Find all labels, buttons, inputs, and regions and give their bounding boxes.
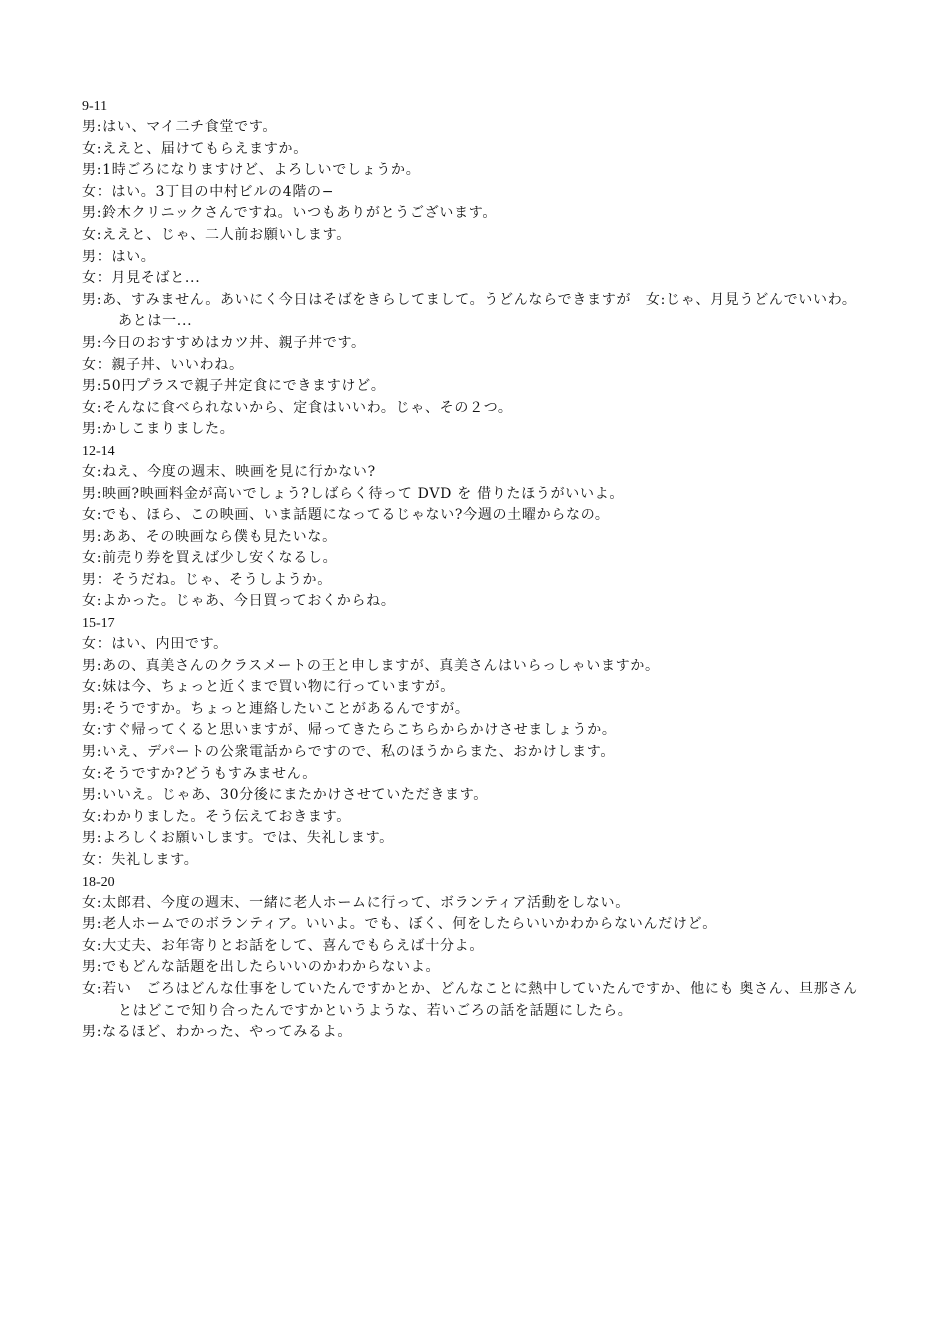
dialogue-text: そうだね。じゃ、そうしようか。 xyxy=(111,571,332,588)
speaker-label: 男: xyxy=(82,916,103,933)
speaker-label: 女： xyxy=(82,636,112,653)
speaker-label: 男: xyxy=(82,485,103,502)
speaker-label: 女: xyxy=(82,980,103,997)
dialogue-text: でも、ほら、この映画、いま話題になってるじゃない?今週の土曜からなの。 xyxy=(102,507,610,524)
dialogue-text: はい、内田です。 xyxy=(111,636,228,653)
dialogue-text: ええと、じゃ、二人前お願いします。 xyxy=(102,226,351,243)
dialogue-line xyxy=(82,527,862,549)
section-heading: 9-11 xyxy=(82,99,108,114)
dialogue-line xyxy=(82,290,862,333)
dialogue-line xyxy=(82,570,862,592)
dialogue-line xyxy=(82,1022,862,1044)
dialogue-line xyxy=(82,591,862,613)
speaker-label: 男: xyxy=(82,205,103,222)
dialogue-text: 鈴木クリニックさんですね。いつもありがとうございます。 xyxy=(102,205,498,222)
dialogue-line xyxy=(82,203,862,225)
dialogue-line xyxy=(82,634,862,656)
speaker-label: 男: xyxy=(82,421,103,438)
dialogue-text: 今日のおすすめはカツ丼、親子丼です。 xyxy=(102,334,366,351)
speaker-label: 女： xyxy=(82,852,112,868)
speaker-label: 女: xyxy=(82,399,103,416)
speaker-label: 男: xyxy=(82,787,103,804)
dialogue-line xyxy=(82,785,862,807)
dialogue-text: 親子丼、いいわね。 xyxy=(111,356,244,373)
dialogue-line xyxy=(82,828,862,850)
dialogue-line xyxy=(82,656,862,678)
dialogue-text: 老人ホームでのボランティア。いいよ。でも、ぼく、何をしたらいいかわからないんだけど。 xyxy=(102,916,718,933)
dialogue-text: そうですか。ちょっと連絡したいことがあるんですが。 xyxy=(102,700,470,717)
dialogue-text: 1時ごろになりますけど、よろしいでしょうか。 xyxy=(102,162,421,179)
speaker-label: 男: xyxy=(82,291,103,308)
dialogue-line xyxy=(82,462,862,484)
dialogue-line xyxy=(82,893,862,915)
dialogue-text: そんなに食べられないから、定食はいいわ。じゃ、その２つ。 xyxy=(102,399,513,416)
dialogue-line xyxy=(82,484,862,506)
dialogue-text: なるほど、わかった、やってみるよ。 xyxy=(102,1024,353,1041)
dialogue-line xyxy=(82,505,862,527)
dialogue-text: ああ、その映画なら僕も見たいな。 xyxy=(102,528,337,545)
dialogue-line xyxy=(82,398,862,420)
speaker-label: 男: xyxy=(82,657,103,674)
dialogue-text: 妹は今、ちょっと近くまで買い物に行っていますが。 xyxy=(102,679,455,696)
speaker-label: 女: xyxy=(82,226,103,243)
speaker-label: 女: xyxy=(82,808,103,825)
speaker-label: 男: xyxy=(82,1024,103,1041)
dialogue-line xyxy=(82,677,862,699)
dialogue-line xyxy=(82,117,862,139)
dialogue-section xyxy=(82,96,862,441)
dialogue-line xyxy=(82,979,862,1022)
section-heading: 15-17 xyxy=(82,616,115,632)
speaker-label: 女: xyxy=(82,507,103,524)
dialogue-line xyxy=(82,160,862,182)
speaker-label: 女: xyxy=(82,894,103,911)
dialogue-line xyxy=(82,225,862,247)
dialogue-line xyxy=(82,268,862,290)
dialogue-text: 若い ごろはどんな仕事をしていたんですかとか、どんなことに熱中していたんですか、他にも 奥さん、旦那さんとはどこで知り合ったんですかというような、若いごろの話を話題にしたら。 xyxy=(102,980,858,1019)
dialogue-text: そうですか?どうもすみません。 xyxy=(102,765,317,782)
dialogue-text: はい、マイ二チ食堂です。 xyxy=(102,119,278,135)
dialogue-text: でもどんな話題を出したらいいのかわからないよ。 xyxy=(102,959,441,976)
dialogue-section xyxy=(82,613,862,872)
dialogue-text: よかった。じゃあ、今日買っておくからね。 xyxy=(102,593,396,610)
speaker-label: 女： xyxy=(82,183,112,200)
speaker-label: 男: xyxy=(82,959,103,976)
dialogue-section xyxy=(82,441,862,613)
dialogue-line xyxy=(82,936,862,958)
dialogue-text: あ、すみません。あいにく今日はそばをきらしてまして。うどんならできますが 女:じゃ、月見うどんでいいわ。あとは一... xyxy=(102,291,857,330)
speaker-label: 男: xyxy=(82,162,103,179)
dialogue-section xyxy=(82,872,862,1044)
dialogue-line xyxy=(82,355,862,377)
dialogue-text: はい。 xyxy=(111,248,156,265)
dialogue-line xyxy=(82,247,862,269)
speaker-label: 女: xyxy=(82,550,103,567)
speaker-label: 男: xyxy=(82,378,103,395)
dialogue-line xyxy=(82,139,862,161)
dialogue-text: ねえ、今度の週末、映画を見に行かない? xyxy=(102,463,376,480)
speaker-label: 女： xyxy=(82,356,112,373)
speaker-label: 男: xyxy=(82,119,103,135)
dialogue-text: 失礼します。 xyxy=(111,852,199,868)
speaker-label: 女： xyxy=(82,270,112,287)
speaker-label: 女: xyxy=(82,463,103,480)
dialogue-text: はい。3丁目の中村ビルの4階の− xyxy=(111,183,335,200)
speaker-label: 女: xyxy=(82,679,103,696)
dialogue-line xyxy=(82,957,862,979)
dialogue-line xyxy=(82,699,862,721)
dialogue-text: 太郎君、今度の週末、一緒に老人ホームに行って、ボランティア活動をしない。 xyxy=(102,894,630,911)
dialogue-line xyxy=(82,742,862,764)
speaker-label: 女: xyxy=(82,765,103,782)
section-heading: 18-20 xyxy=(82,874,115,890)
dialogue-text: いえ、デパートの公衆電話からですので、私のほうからまた、おかけします。 xyxy=(102,744,616,761)
dialogue-text: かしこまりました。 xyxy=(102,421,235,438)
speaker-label: 男: xyxy=(82,528,103,545)
dialogue-line xyxy=(82,419,862,441)
dialogue-text: 月見そばと... xyxy=(111,270,201,287)
dialogue-line xyxy=(82,182,862,204)
dialogue-line xyxy=(82,914,862,936)
dialogue-line xyxy=(82,850,862,872)
speaker-label: 男: xyxy=(82,700,103,717)
dialogue-line xyxy=(82,376,862,398)
speaker-label: 女: xyxy=(82,140,103,157)
dialogue-text: すぐ帰ってくると思いますが、帰ってきたらこちらからかけさせましょうか。 xyxy=(102,722,617,739)
dialogue-line xyxy=(82,333,862,355)
dialogue-line xyxy=(82,548,862,570)
dialogue-line xyxy=(82,807,862,829)
speaker-label: 男: xyxy=(82,744,103,761)
speaker-label: 女: xyxy=(82,937,103,954)
dialogue-text: いいえ。じゃあ、30分後にまたかけさせていただきます。 xyxy=(102,787,488,804)
speaker-label: 男: xyxy=(82,334,103,351)
speaker-label: 女: xyxy=(82,593,103,610)
section-heading: 12-14 xyxy=(82,443,115,459)
speaker-label: 男： xyxy=(82,248,112,265)
dialogue-line xyxy=(82,764,862,786)
dialogue-text: 前売り券を買えば少し安くなるし。 xyxy=(102,550,338,567)
speaker-label: 男： xyxy=(82,571,112,588)
transcript-document xyxy=(82,96,862,1044)
speaker-label: 女: xyxy=(82,722,103,739)
dialogue-text: 50円プラスで親子丼定食にできますけど。 xyxy=(102,378,386,395)
dialogue-text: わかりました。そう伝えておきます。 xyxy=(102,808,351,825)
dialogue-text: 大丈夫、お年寄りとお話をして、喜んでもらえば十分よ。 xyxy=(102,937,485,954)
dialogue-line xyxy=(82,720,862,742)
dialogue-text: ええと、届けてもらえますか。 xyxy=(102,140,308,157)
speaker-label: 男: xyxy=(82,830,103,847)
dialogue-text: 映画?映画料金が高いでしょう?しばらく待って DVD を 借りたほうがいいよ。 xyxy=(102,485,625,502)
dialogue-text: よろしくお願いします。では、失礼します。 xyxy=(102,830,394,847)
dialogue-text: あの、真美さんのクラスメートの王と申しますが、真美さんはいらっしゃいますか。 xyxy=(102,657,660,674)
